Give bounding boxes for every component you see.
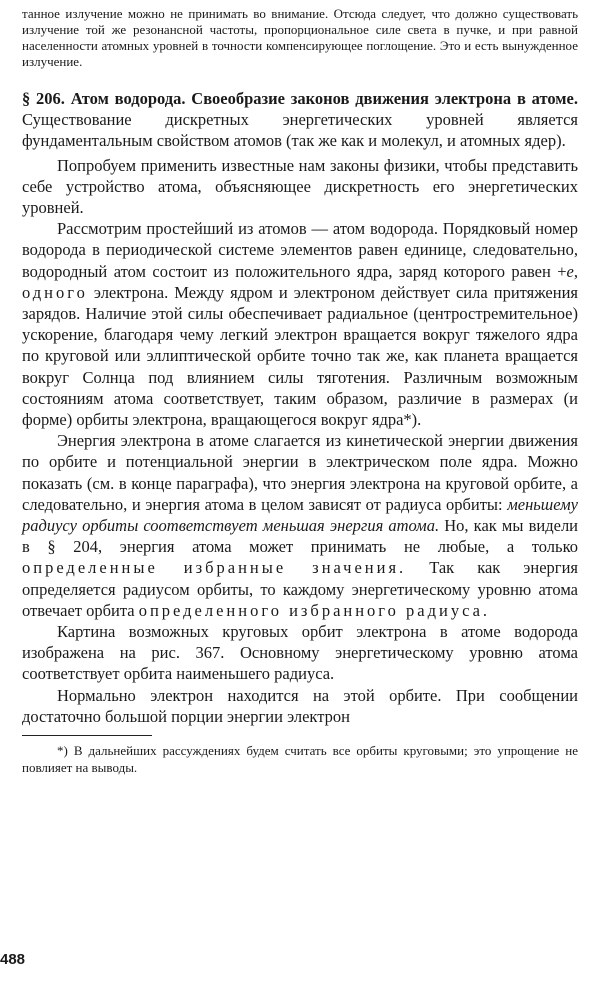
- section-heading: § 206. Атом водорода. Своеобразие законов движения электрона в атоме.: [22, 89, 578, 108]
- p3-text-c: Но, как мы видели в § 204, энергия атома может принимать не любые, а только: [22, 516, 579, 557]
- paragraph-1: Попробуем применить известные нам законы физики, чтобы представить себе устройство атома, объясняющее дискретность его энергетических уровней.: [22, 155, 578, 218]
- p3-text-a: Энергия электрона в атоме слагается из кинетической энергии движения по орбите и потенциальной энергии в электрическом поле ядра. Можно показать (см. в конце параграфа), что энергия электрона на круговой орбите, а следовательно, и энергия атома в целом зависят от радиуса орбиты:: [22, 431, 578, 514]
- intro-paragraph: танное излучение можно не принимать во внимание. Отсюда следует, что должно существовать излучение той же резонансной частоты, пропорциональное силе света в пучке, и при равной населенности атомных уровней в точности компенсирующее поглощение. Это и есть вынужденное излучение.: [22, 6, 578, 69]
- p2-spaced-word: одного: [22, 282, 88, 302]
- p3-text-e: Так как энергия определяется радиусом орбиты, то каждому энергетическому уровню атома отвечает орбита: [22, 558, 578, 620]
- page-number: 488: [0, 951, 26, 968]
- p3-italic-text: меньшему радиусу орбиты соответствует меньшая энергия атома.: [22, 494, 578, 536]
- paragraph-3: [22, 430, 578, 621]
- p2-text-d: электрона. Между ядром и электроном действует сила притяжения зарядов. Наличие этой силы обеспечивает радиальное (центростремительное) ускорение, благодаря чему легкий электрон вращается вокруг тяжелого ядра по круговой или эллиптической орбите точно так же, как планета вращается вокруг Солнца под влиянием силы тяготения. Различным возможным состояниям атома соответствует, таким образом, различие в размерах (и форме) орбиты электрона, вращающегося вокруг ядра*).: [22, 282, 578, 430]
- footnote-rule: [22, 735, 152, 736]
- paragraph-4: Картина возможных круговых орбит электрона в атоме водорода изображена на рис. 367. Основному энергетическому уровню атома соответствует орбита наименьшего радиуса.: [22, 622, 578, 684]
- p3-spaced-text-f: определенного избранного радиуса.: [138, 600, 491, 620]
- p3-spaced-text-d: определенные избранные значения.: [22, 558, 407, 578]
- paragraph-5: Нормально электрон находится на этой орбите. При сообщении достаточно большой порции энергии электрон: [22, 685, 578, 726]
- p2-text-a: Рассмотрим простейший из атомов — атом водорода. Порядковый номер водорода в периодической системе элементов равен единице, следовательно, водородный атом состоит из положительного ядра, заряд которого равен +: [22, 219, 578, 281]
- charge-symbol: e: [566, 261, 574, 281]
- p2-text-b: ,: [573, 261, 578, 281]
- footnote: *) В дальнейших рассуждениях будем считать все орбиты круговыми; это упрощение не повлияет на выводы.: [22, 743, 578, 776]
- paragraph-2: [22, 218, 578, 430]
- section-paragraph: [22, 88, 578, 152]
- page-content: [22, 6, 578, 776]
- section-lead-text: Существование дискретных энергетических уровней является фундаментальным свойством атомов (так же как и молекул, и атомных ядер).: [22, 110, 578, 151]
